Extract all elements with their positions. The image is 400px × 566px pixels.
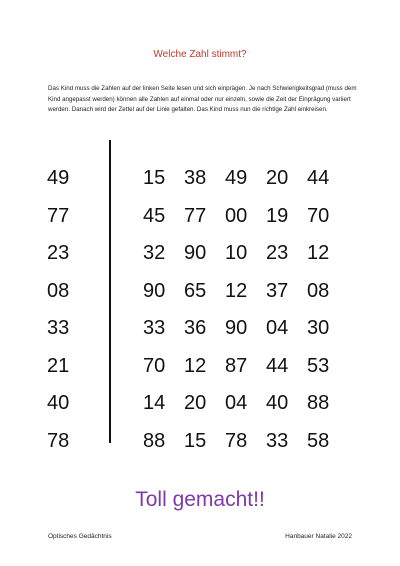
choice-number: 20 (266, 167, 289, 190)
choice-number: 10 (225, 242, 248, 265)
choice-number: 15 (143, 167, 166, 190)
instructions-paragraph: Das Kind muss die Zahlen auf der linken Seite lesen und sich einprägen. Je nach Schwierigkeitsgrad (muss dem Kind angepasst werden) können alle Zahlen auf einmal oder nur einzeln, sowie die Zeit der Einprägung variiert werden. Danach wird der Zettel auf der Linie gefalten. Das Kind muss nun die richtige Zahl einkreisen. (48, 85, 357, 113)
memory-number: 21 (47, 354, 70, 377)
choice-number: 77 (184, 204, 207, 227)
memory-row (47, 198, 87, 236)
choice-number: 44 (266, 354, 289, 377)
footer-author: Hanbauer Natalie 2022 (285, 533, 352, 540)
choice-number: 33 (266, 429, 289, 452)
memory-number: 40 (47, 392, 70, 415)
choice-number: 58 (307, 429, 330, 452)
choice-number: 70 (307, 204, 330, 227)
choice-number: 33 (143, 317, 166, 340)
choice-number: 40 (266, 392, 289, 415)
choice-number: 12 (307, 242, 330, 265)
choice-row (143, 348, 348, 386)
choice-number: 14 (143, 392, 166, 415)
footer-topic: Optisches Gedächtnis (48, 533, 112, 540)
memory-row (47, 423, 87, 461)
memory-row (47, 273, 87, 311)
choice-number: 53 (307, 354, 330, 377)
choice-number: 65 (184, 279, 207, 302)
choice-row (143, 160, 348, 198)
memory-number: 49 (47, 167, 70, 190)
choice-number: 32 (143, 242, 166, 265)
choice-number: 12 (184, 354, 207, 377)
memory-number: 33 (47, 317, 70, 340)
choice-number: 30 (307, 317, 330, 340)
choice-number: 08 (307, 279, 330, 302)
choice-number: 45 (143, 204, 166, 227)
choice-number: 90 (143, 279, 166, 302)
memory-number-column (47, 160, 87, 460)
choice-row (143, 235, 348, 273)
choice-row (143, 423, 348, 461)
choice-number: 87 (225, 354, 248, 377)
praise-text: Toll gemacht!! (135, 488, 265, 511)
choice-number: 88 (143, 429, 166, 452)
memory-number: 78 (47, 429, 70, 452)
choice-number: 90 (225, 317, 248, 340)
worksheet-title: Welche Zahl stimmt? (153, 49, 247, 60)
choice-number: 19 (266, 204, 289, 227)
choice-row (143, 273, 348, 311)
memory-row (47, 385, 87, 423)
fold-line (109, 140, 111, 443)
choice-number: 12 (225, 279, 248, 302)
choice-row (143, 385, 348, 423)
choice-number: 04 (266, 317, 289, 340)
choice-number: 38 (184, 167, 207, 190)
memory-number: 77 (47, 204, 70, 227)
choice-number: 36 (184, 317, 207, 340)
choice-number: 20 (184, 392, 207, 415)
choice-number: 90 (184, 242, 207, 265)
memory-row (47, 310, 87, 348)
memory-number: 23 (47, 242, 70, 265)
choice-number: 44 (307, 167, 330, 190)
choice-row (143, 198, 348, 236)
memory-number: 08 (47, 279, 70, 302)
choice-number: 15 (184, 429, 207, 452)
choice-number: 04 (225, 392, 248, 415)
choice-number: 00 (225, 204, 248, 227)
memory-row (47, 235, 87, 273)
choice-number: 23 (266, 242, 289, 265)
choice-number: 88 (307, 392, 330, 415)
memory-row (47, 348, 87, 386)
choice-number: 37 (266, 279, 289, 302)
memory-row (47, 160, 87, 198)
choice-number: 70 (143, 354, 166, 377)
choice-grid (143, 160, 348, 460)
choice-number: 78 (225, 429, 248, 452)
choice-row (143, 310, 348, 348)
choice-number: 49 (225, 167, 248, 190)
